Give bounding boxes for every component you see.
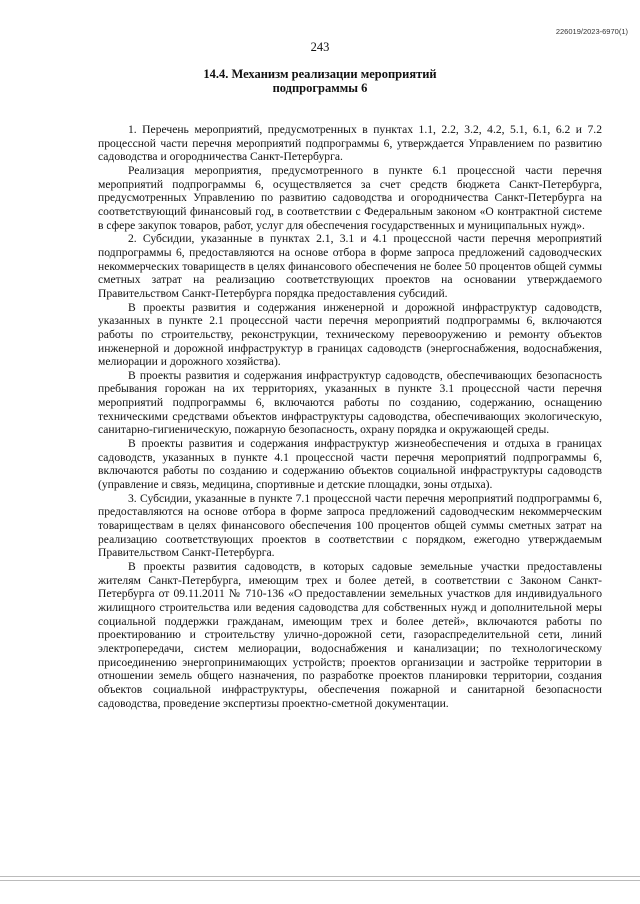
paragraph: 1. Перечень мероприятий, предусмотренных в пунктах 1.1, 2.2, 3.2, 4.2, 5.1, 6.1, 6.2 и 7.2 процессной части перечня мероприятий подпрограммы 6, утверждается Управлением по развитию садоводства и огородничества Санкт-Петербурга. [98,123,602,164]
section-title-line-2: подпрограммы 6 [272,81,368,95]
paragraph: 2. Субсидии, указанные в пунктах 2.1, 3.1 и 4.1 процессной части перечня мероприятий подпрограммы 6, предоставляются на основе отбора в форме запроса предложений садоводческих некоммерческих товариществ в целях финансового обеспечения не более 50 процентов общей суммы сметных затрат на реализацию соответствующих проектов на основании утверждаемого Правительством Санкт-Петербурга порядка предоставления субсидий. [98,232,602,300]
page-number: 243 [310,40,330,54]
paragraph: В проекты развития и содержания инженерной и дорожной инфраструктур садоводств, указанных в пункте 2.1 процессной части перечня мероприятий подпрограммы 6, включаются работы по строительству, реконструкции, техническому перевооружению и ремонту объектов инженерной и дорожной инфраструктур в границах садоводств (энергоснабжения, водоснабжения, мелиорации и дорожного хозяйства). [98,300,602,369]
paragraph: Реализация мероприятия, предусмотренного в пункте 6.1 процессной части перечня мероприятий подпрограммы 6, осуществляется за счет средств бюджета Санкт-Петербурга, предусмотренных Управлению по развитию садоводства и огородничества Санкт-Петербурга на соответствующий финансовый год, в соответствии с Федеральным законом «О контрактной системе в сфере закупок товаров, работ, услуг для обеспечения государственных и муниципальных нужд». [98,163,602,232]
section-title-line-1: 14.4. Механизм реализации мероприятий [203,67,437,81]
paragraph: В проекты развития садоводств, в которых садовые земельные участки предоставлены жителям Санкт-Петербурга, имеющим трех и более детей, в соответствии с Законом Санкт-Петербурга от 09.11.2011 № 710-136 «О предоставлении земельных участков для индивидуального жилищного строительства или ведения садоводства для собственных нужд и дополнительной меры социальной поддержки гражданам, имеющим трех и более детей», включаются работы по проектированию и строительству улично-дорожной сети, газораспределительной сети, линий электропередачи, систем мелиорации, водоснабжения и канализации; по технологическому присоединению энергопринимающих устройств; проектов организации и застройке территории в отношении земель общего назначения, по разработке проектов планировки территории, создания объектов социальной инфраструктуры, обеспечения пожарной и санитарной безопасности садоводства, проведение экспертизы проектно-сметной документации. [98,560,602,710]
paragraph: В проекты развития и содержания инфраструктур жизнеобеспечения и отдыха в границах садоводств, указанных в пункте 4.1 процессной части перечня мероприятий подпрограммы 6, включаются работы по созданию и содержанию объектов социальной инфраструктуры садоводств (управление и связь, медицина, спортивные и детские площадки, зоны отдыха). [98,437,602,492]
section-title [0,67,640,95]
scan-edge-line [0,880,640,881]
section-body [98,123,602,710]
scan-edge-line [0,876,640,877]
paragraph: 3. Субсидии, указанные в пункте 7.1 процессной части перечня мероприятий подпрограммы 6, предоставляются на основе отбора в форме запроса предложений садоводческим некоммерческим товариществам в целях финансового обеспечения 100 процентов общей суммы сметных затрат на реализацию соответствующих проектов в соответствии с порядком, ежегодно утверждаемым Правительством Санкт-Петербурга. [98,491,602,560]
paragraph: В проекты развития и содержания инфраструктур садоводств, обеспечивающих безопасность пребывания горожан на их территориях, указанных в пункте 3.1 процессной части перечня мероприятий подпрограммы 6, включаются работы по созданию, содержанию, оснащению техническими средствами объектов инфраструктуры садоводства, обеспечивающих экологическую, санитарно-гигиеническую, пожарную безопасность, охрану порядка и окружающей среды. [98,368,602,437]
document-registration-number: 226019/2023-6970(1) [555,27,628,36]
